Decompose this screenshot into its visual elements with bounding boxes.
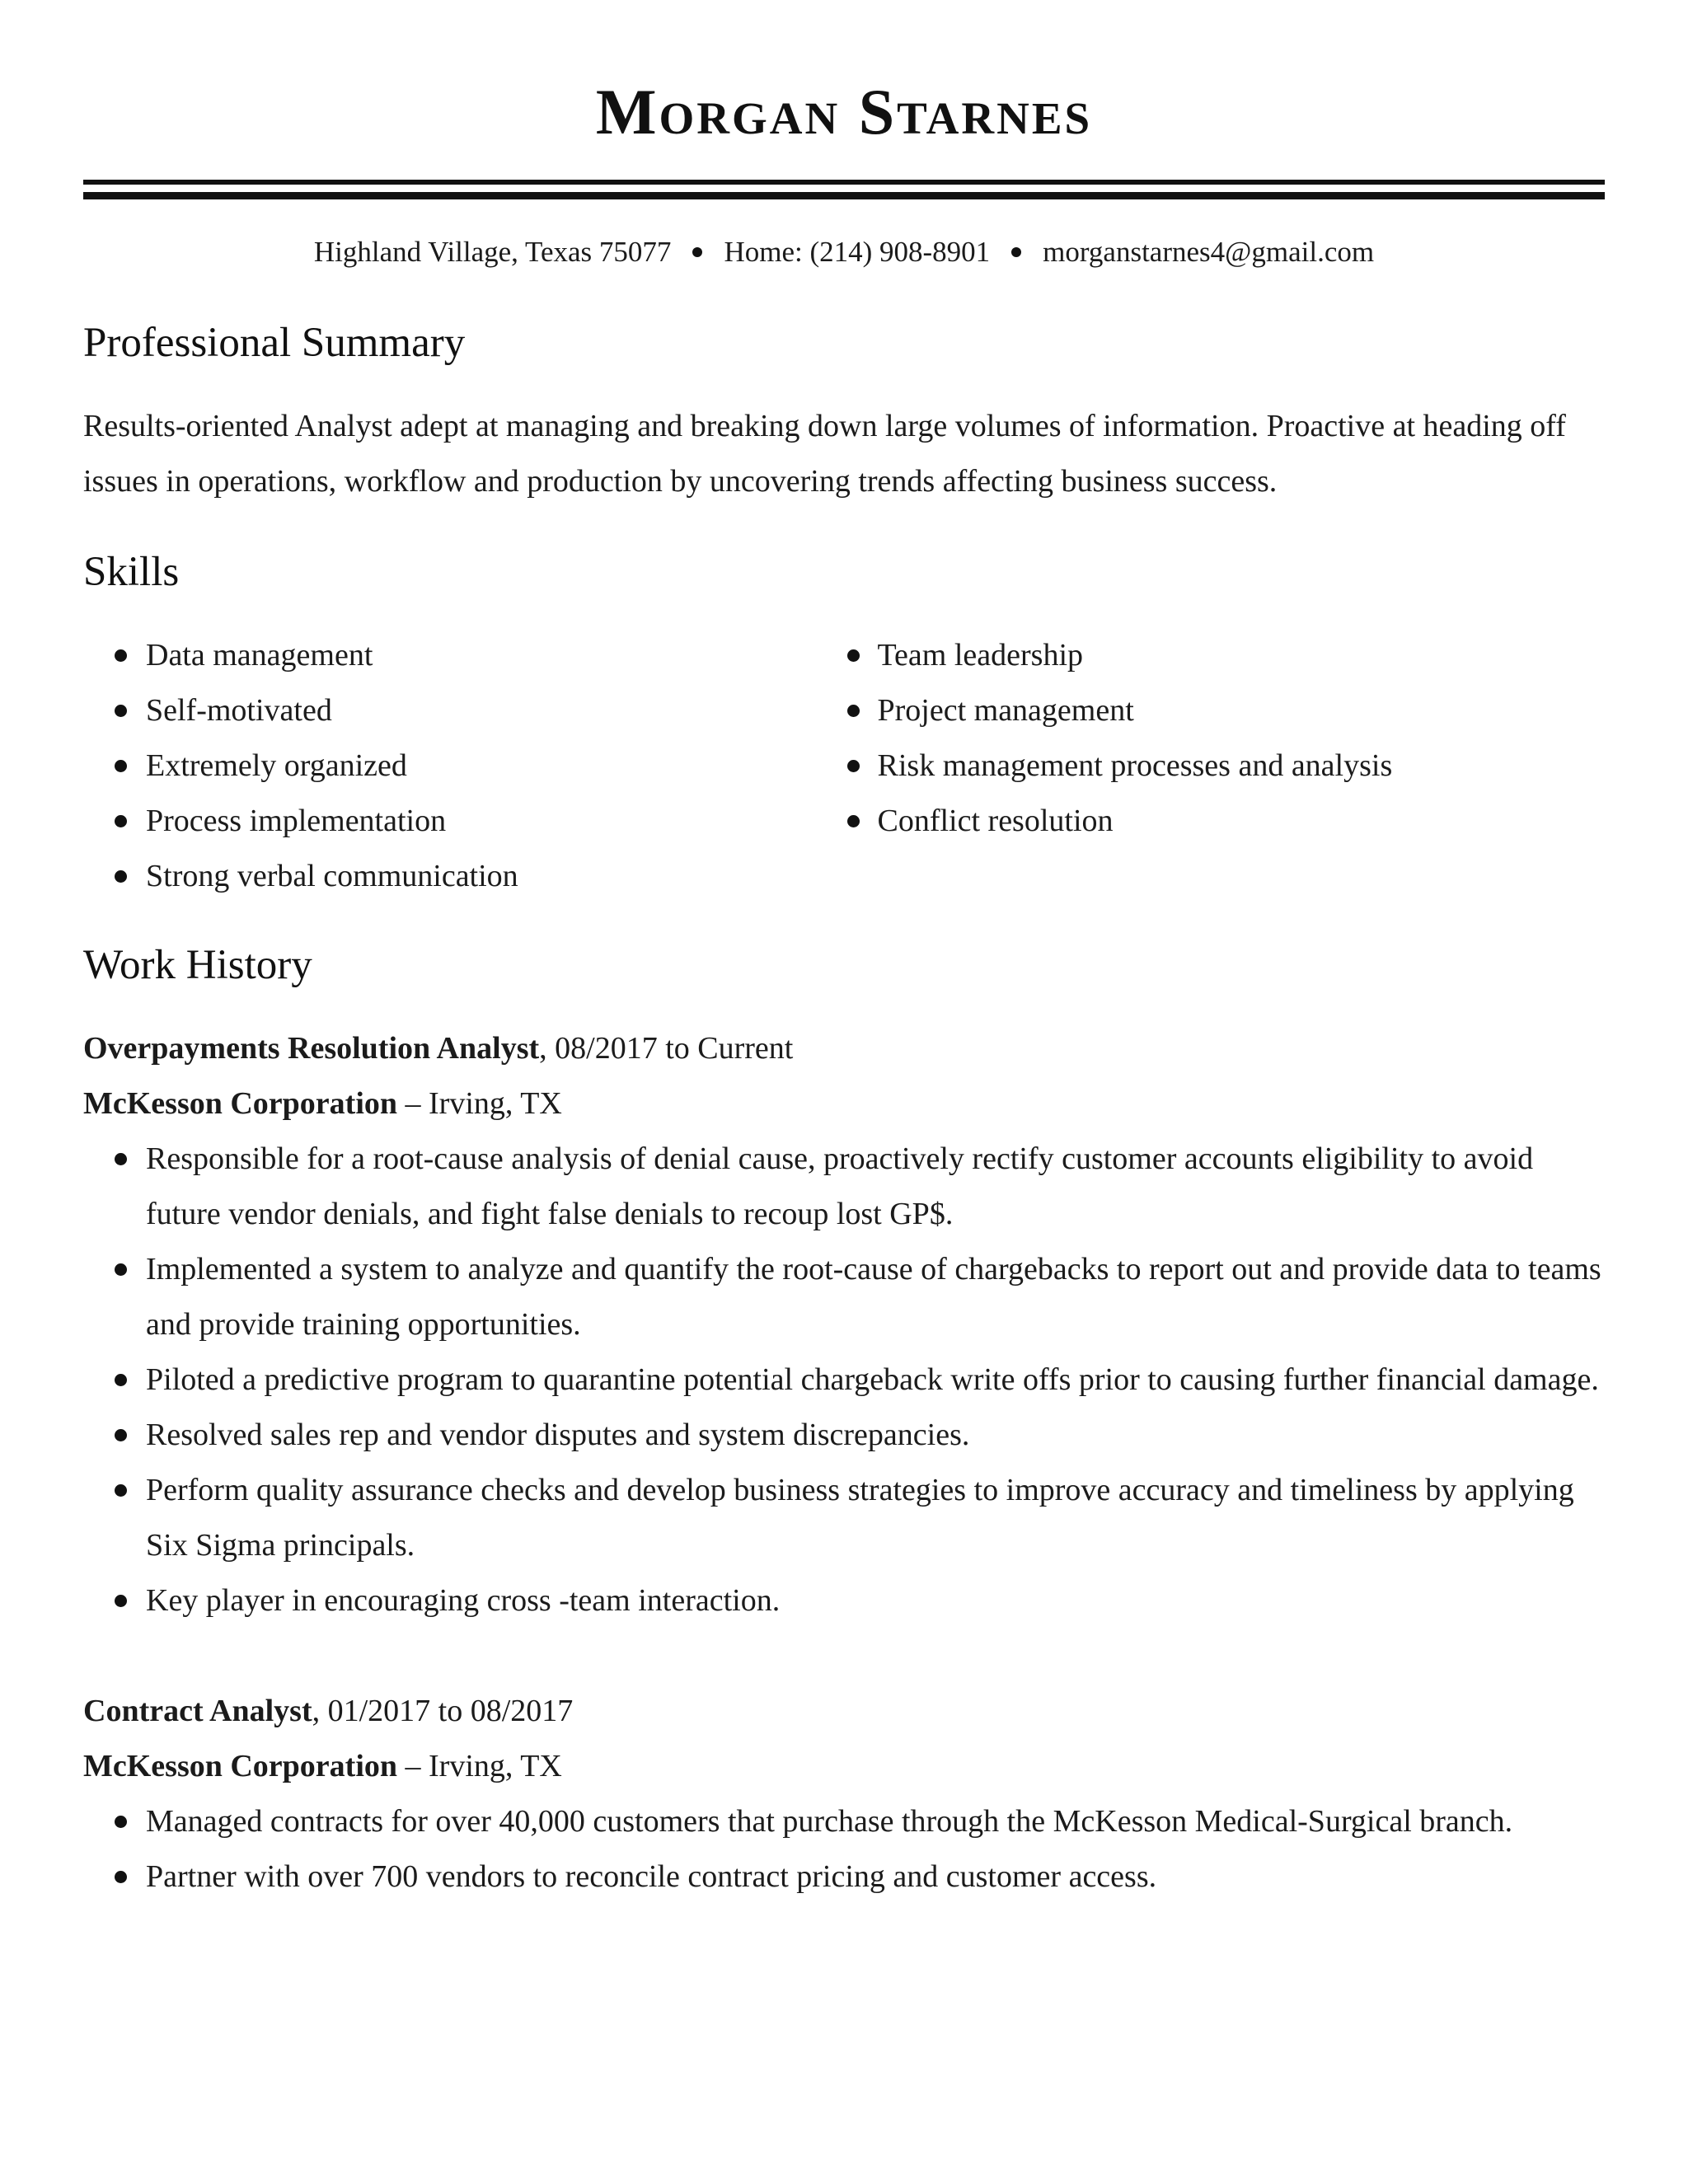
job-company: McKesson Corporation [83, 1749, 398, 1783]
contact-email: morganstarnes4@gmail.com [1043, 236, 1375, 268]
job-bullets [83, 1132, 1605, 1629]
job-company-line [83, 1076, 1605, 1132]
skill-item: Project management [842, 683, 1606, 738]
job-bullet: Key player in encouraging cross -team interaction. [83, 1573, 1605, 1629]
candidate-name: Morgan Starnes [595, 76, 1093, 148]
job-bullet: Perform quality assurance checks and develop business strategies to improve accuracy and timeliness by applying Six Sigma principals. [83, 1463, 1605, 1573]
job-company-line [83, 1739, 1605, 1794]
job-location: – Irving, TX [397, 1086, 562, 1121]
skills-column-left [83, 628, 842, 904]
bullet-separator-icon [1011, 247, 1021, 257]
job-location: – Irving, TX [397, 1749, 562, 1783]
summary-heading: Professional Summary [83, 320, 466, 366]
skill-item: Conflict resolution [842, 794, 1606, 849]
bullet-separator-icon [692, 247, 702, 257]
skill-item: Extremely organized [83, 738, 842, 794]
job-entry [83, 1021, 1605, 1629]
job-bullet: Managed contracts for over 40,000 customers that purchase through the McKesson Medical-Surgical branch. [83, 1794, 1605, 1849]
skill-item: Self-motivated [83, 683, 842, 738]
job-role: Contract Analyst [83, 1694, 312, 1728]
job-entry [83, 1684, 1605, 1905]
skill-item: Data management [83, 628, 842, 683]
job-bullet: Implemented a system to analyze and quantify the root-cause of chargebacks to report out and provide data to teams and provide training opportunities. [83, 1242, 1605, 1352]
skill-item: Strong verbal communication [83, 849, 842, 904]
job-title-line [83, 1684, 1605, 1739]
skills-grid [83, 628, 1605, 904]
job-dates: , 08/2017 to Current [539, 1031, 794, 1066]
work-history-heading: Work History [83, 942, 312, 988]
contact-location: Highland Village, Texas 75077 [313, 236, 672, 268]
job-role: Overpayments Resolution Analyst [83, 1031, 540, 1066]
job-title-line [83, 1021, 1605, 1076]
job-bullet: Partner with over 700 vendors to reconcile contract pricing and customer access. [83, 1849, 1605, 1905]
skills-column-right [842, 628, 1606, 904]
header-divider [83, 180, 1605, 199]
job-bullet: Resolved sales rep and vendor disputes and system discrepancies. [83, 1408, 1605, 1463]
job-bullets [83, 1794, 1605, 1905]
summary-text: Results-oriented Analyst adept at managing and breaking down large volumes of information. Proactive at heading off issues in operations, workflow and production by uncovering trends affecting business success. [83, 409, 1566, 499]
job-bullet: Piloted a predictive program to quarantine potential chargeback write offs prior to causing further financial damage. [83, 1352, 1605, 1408]
contact-phone: Home: (214) 908-8901 [724, 236, 991, 268]
skill-item: Team leadership [842, 628, 1606, 683]
contact-line [83, 232, 1605, 272]
skills-heading: Skills [83, 549, 180, 595]
job-dates: , 01/2017 to 08/2017 [312, 1694, 574, 1728]
skill-item: Process implementation [83, 794, 842, 849]
job-company: McKesson Corporation [83, 1086, 398, 1121]
skill-item: Risk management processes and analysis [842, 738, 1606, 794]
job-bullet: Responsible for a root-cause analysis of denial cause, proactively rectify customer accounts eligibility to avoid future vendor denials, and fight false denials to recoup lost GP$. [83, 1132, 1605, 1242]
